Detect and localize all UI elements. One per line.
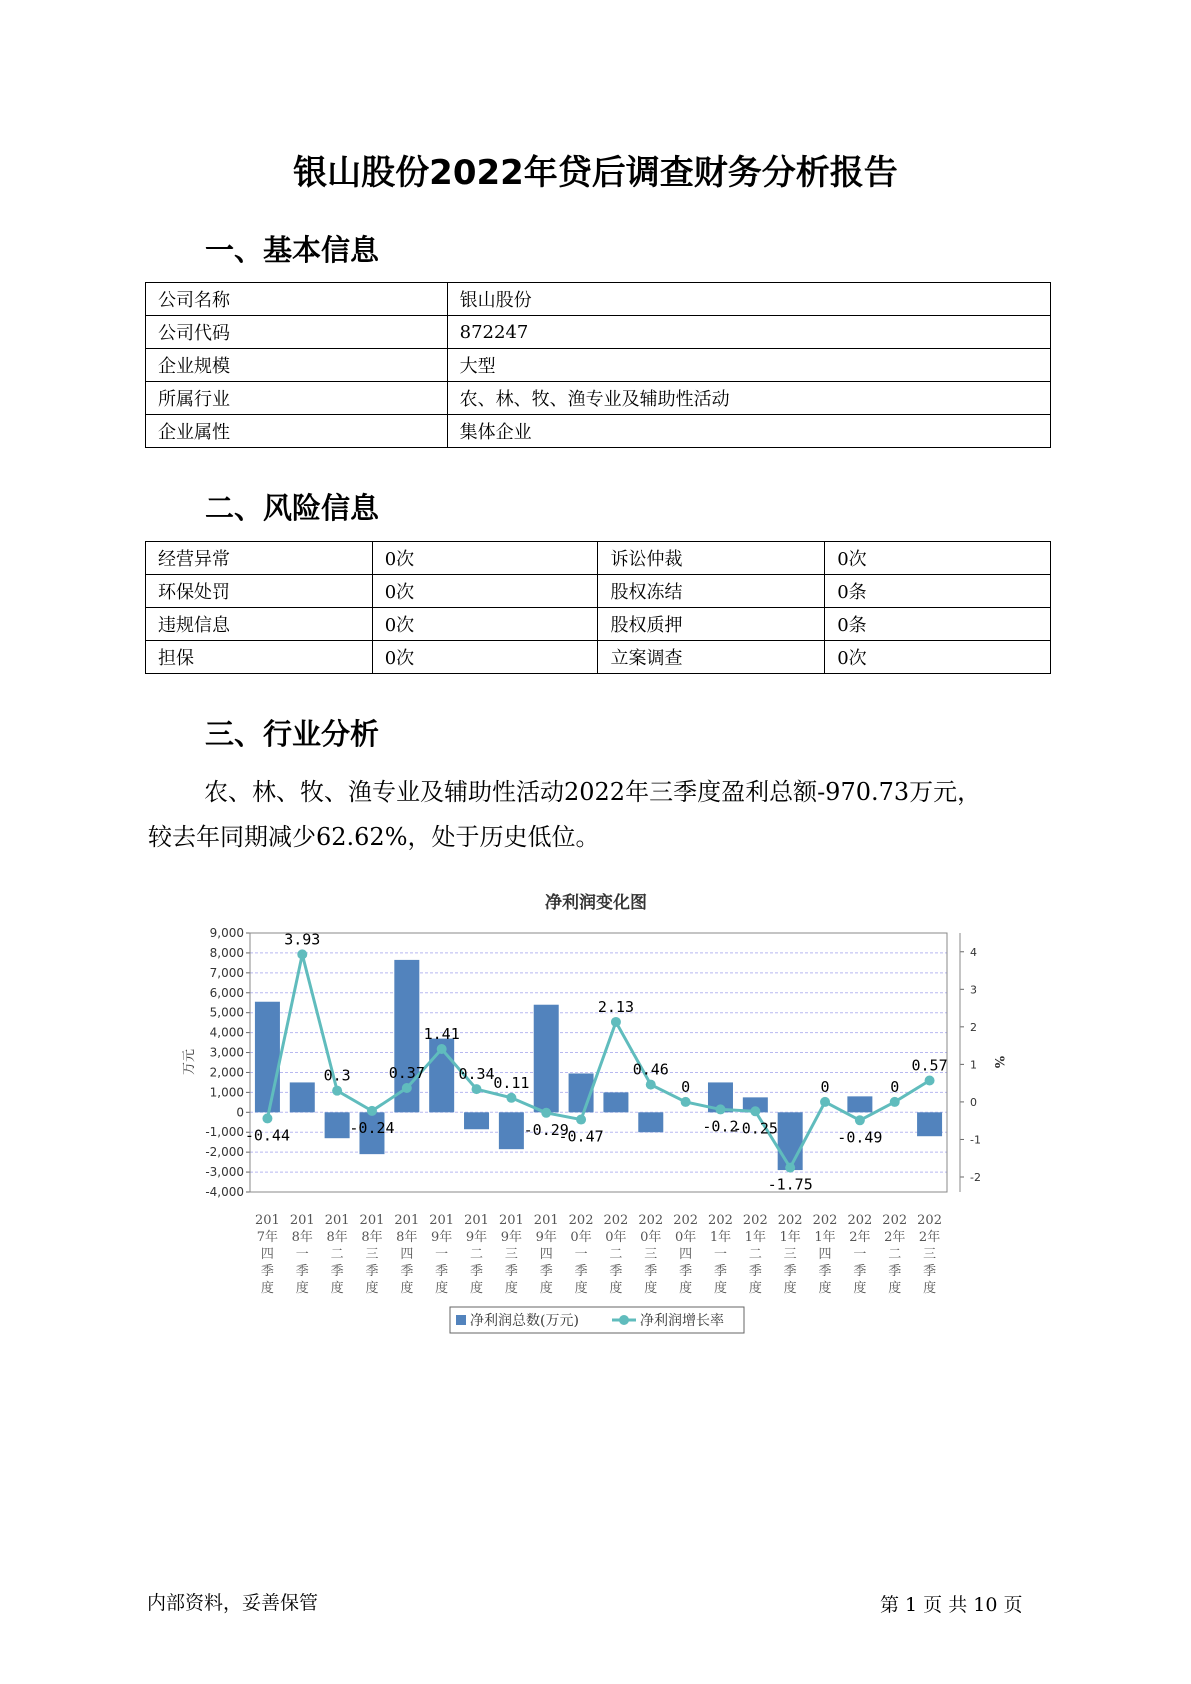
info-label: 企业规模 [146,349,448,382]
risk-label: 立案调查 [598,641,825,674]
x-tick-label: 1年 [744,1230,766,1245]
growth-rate-data-label: 0.34 [458,1065,495,1084]
x-tick-label: 四 [539,1247,553,1262]
page-title: 银山股份2022年贷后调查财务分析报告 [293,153,898,193]
x-tick-label: 三 [923,1247,937,1262]
x-tick-label: 四 [679,1247,693,1262]
growth-rate-point [437,1044,447,1054]
risk-label: 诉讼仲裁 [598,542,825,575]
footer-page-number: 第 1 页 共 10 页 [880,1594,1023,1616]
x-tick-label: 度 [853,1281,867,1296]
x-tick-label: 201 [498,1213,524,1228]
x-tick-label: 度 [260,1281,274,1296]
growth-rate-data-label: -0.25 [732,1119,778,1138]
right-tick-label: 2 [970,1020,977,1034]
x-tick-label: 202 [917,1213,942,1228]
chart-bar [917,1112,942,1136]
growth-rate-point [506,1093,516,1103]
growth-rate-point [297,949,307,959]
x-tick-label: 202 [847,1213,873,1228]
x-tick-label: 202 [638,1213,664,1228]
x-tick-label: 201 [289,1213,315,1228]
info-label: 公司代码 [146,316,448,349]
x-tick-label: 0年 [674,1230,697,1245]
plot-frame [250,933,947,1192]
x-tick-label: 季 [644,1264,658,1279]
x-tick-label: 度 [295,1281,309,1296]
x-tick-label: 一 [435,1247,449,1262]
growth-rate-point [472,1084,482,1094]
right-tick-label: 3 [970,983,977,997]
x-tick-label: 度 [504,1281,518,1296]
x-tick-label: 度 [330,1281,344,1296]
left-axis-label: 万元 [182,1048,197,1076]
right-tick-label: -2 [970,1170,981,1184]
risk-label: 担保 [146,641,373,674]
info-label: 公司名称 [146,283,448,316]
growth-rate-point [646,1080,656,1090]
x-tick-label: 二 [330,1247,344,1262]
left-tick-label: -1,000 [205,1125,244,1140]
info-value: 农、林、牧、渔专业及辅助性活动 [447,382,1050,415]
growth-rate-data-label: 0 [681,1077,691,1096]
chart-bar [534,1005,559,1113]
left-tick-label: -3,000 [205,1165,244,1180]
x-tick-label: 201 [255,1213,280,1228]
x-tick-label: 0年 [570,1230,592,1245]
x-tick-label: 季 [470,1264,484,1279]
x-tick-label: 季 [713,1264,727,1279]
risk-label: 违规信息 [146,608,373,641]
growth-rate-point [367,1106,377,1116]
x-tick-label: 季 [539,1264,553,1279]
x-tick-label: 季 [504,1264,518,1279]
chart-bar [499,1112,524,1149]
x-tick-label: 度 [888,1281,902,1296]
x-tick-label: 201 [464,1213,489,1228]
x-tick-label: 度 [644,1281,658,1296]
left-tick-label: -4,000 [205,1185,244,1199]
x-tick-label: 季 [888,1264,902,1279]
x-tick-label: 四 [818,1247,832,1262]
x-tick-label: 度 [539,1281,553,1296]
x-tick-label: 季 [748,1264,762,1279]
left-tick-label: 1,000 [209,1085,244,1100]
right-axis-label: % [991,1055,1006,1069]
chart-bar [325,1112,350,1138]
x-tick-label: 度 [713,1281,727,1296]
x-tick-label: 202 [742,1213,768,1228]
growth-rate-point [402,1083,412,1093]
risk-value: 0次 [372,641,598,674]
x-tick-label: 季 [295,1264,309,1279]
growth-rate-point [750,1106,760,1116]
growth-rate-data-label: -0.49 [837,1128,883,1147]
info-value: 大型 [447,349,1050,382]
right-tick-label: -1 [970,1133,981,1147]
growth-rate-point [262,1113,272,1123]
chart-bar [255,1002,280,1113]
chart-bar [464,1112,489,1129]
x-tick-label: 度 [365,1281,379,1296]
x-tick-label: 202 [708,1213,733,1228]
x-tick-label: 202 [568,1213,594,1228]
x-tick-label: 季 [923,1264,937,1279]
x-tick-label: 三 [504,1247,518,1262]
risk-value: 0次 [825,542,1051,575]
left-tick-label: 2,000 [209,1065,244,1080]
right-tick-label: 4 [970,945,977,959]
growth-rate-data-label: 2.13 [597,997,634,1016]
growth-rate-point [576,1115,586,1125]
left-tick-label: 3,000 [209,1045,244,1060]
risk-value: 0次 [372,542,598,575]
growth-rate-data-label: -0.29 [523,1120,569,1139]
risk-label: 环保处罚 [146,575,373,608]
growth-rate-point [332,1086,342,1096]
right-tick-label: 0 [970,1095,977,1109]
risk-value: 0次 [825,641,1051,674]
growth-rate-data-label: 0.3 [323,1066,351,1085]
x-tick-label: 三 [644,1247,658,1262]
x-tick-label: 2年 [918,1230,941,1245]
growth-rate-data-label: 0.46 [632,1060,669,1079]
info-value: 银山股份 [447,283,1050,316]
section-title-industry: 三、行业分析 [205,717,380,751]
growth-rate-point [785,1163,795,1173]
x-tick-label: 四 [400,1247,414,1262]
x-tick-label: 201 [429,1213,455,1228]
growth-rate-data-label: -0.2 [702,1117,739,1136]
chart-bar [603,1092,628,1112]
growth-rate-data-label: -0.44 [244,1126,291,1145]
growth-rate-data-label: 0 [820,1077,830,1096]
x-tick-label: 度 [574,1281,588,1296]
legend-bar-label: 净利润总数(万元) [470,1313,579,1329]
x-tick-label: 2年 [884,1230,906,1245]
growth-rate-point [541,1108,551,1118]
x-tick-label: 201 [533,1213,559,1228]
x-tick-label: 度 [609,1281,623,1296]
growth-rate-data-label: 3.93 [284,930,321,949]
x-tick-label: 季 [574,1264,588,1279]
left-tick-label: 5,000 [209,1005,244,1020]
x-tick-label: 1年 [814,1230,836,1245]
x-tick-label: 202 [603,1213,629,1228]
left-tick-label: -2,000 [205,1145,244,1160]
x-tick-label: 9年 [465,1230,488,1245]
x-tick-label: 季 [365,1264,379,1279]
x-tick-label: 2年 [849,1230,871,1245]
left-tick-label: 8,000 [209,945,244,960]
info-value: 集体企业 [447,415,1050,448]
x-tick-label: 季 [260,1264,274,1279]
x-tick-label: 季 [783,1264,797,1279]
right-tick-label: 1 [970,1058,977,1072]
chart-title: 净利润变化图 [545,893,647,913]
info-label: 所属行业 [146,382,448,415]
x-tick-label: 8年 [396,1230,418,1245]
growth-rate-point [715,1104,725,1114]
x-tick-label: 度 [818,1281,832,1296]
x-tick-label: 季 [818,1264,832,1279]
legend-line-label: 净利润增长率 [640,1313,724,1329]
left-tick-label: 9,000 [209,926,244,940]
risk-value: 0条 [825,608,1051,641]
x-tick-label: 202 [777,1213,803,1228]
x-tick-label: 8年 [361,1230,383,1245]
growth-rate-data-label: -1.75 [767,1175,813,1194]
x-tick-label: 三 [783,1247,797,1262]
risk-value: 0次 [372,575,598,608]
x-tick-label: 9年 [500,1230,523,1245]
growth-rate-point [925,1076,935,1086]
x-tick-label: 一 [574,1247,588,1262]
info-label: 企业属性 [146,415,448,448]
x-tick-label: 度 [679,1281,693,1296]
x-tick-label: 三 [365,1247,379,1262]
growth-rate-data-label: 0.11 [493,1073,530,1092]
legend-line-marker [619,1315,629,1325]
x-tick-label: 201 [324,1213,350,1228]
growth-rate-point [890,1097,900,1107]
risk-label: 股权冻结 [598,575,825,608]
info-value: 872247 [447,316,1050,349]
x-tick-label: 202 [673,1213,699,1228]
x-tick-label: 季 [400,1264,414,1279]
growth-rate-point [611,1017,621,1027]
left-tick-label: 0 [236,1105,244,1120]
x-tick-label: 一 [713,1247,727,1262]
x-tick-label: 9年 [431,1230,453,1245]
x-tick-label: 一 [295,1247,309,1262]
industry-paragraph-line1: 农、林、牧、渔专业及辅助性活动2022年三季度盈利总额-970.73万元， [204,778,982,806]
x-tick-label: 度 [923,1281,937,1296]
growth-rate-data-label: 1.41 [423,1024,460,1043]
x-tick-label: 8年 [291,1230,313,1245]
growth-rate-data-label: -0.47 [558,1127,604,1146]
growth-rate-data-label: 0.37 [388,1064,425,1083]
risk-value: 0条 [825,575,1051,608]
industry-paragraph-line2: 较去年同期减少62.62%，处于历史低位。 [148,823,600,851]
x-tick-label: 二 [470,1247,484,1262]
chart-bar [847,1096,872,1112]
growth-rate-data-label: 0.57 [911,1056,948,1075]
growth-rate-data-label: -0.24 [349,1118,395,1137]
x-tick-label: 二 [888,1247,902,1262]
growth-rate-point [855,1115,865,1125]
x-tick-label: 7年 [256,1230,279,1245]
left-tick-label: 4,000 [209,1025,244,1040]
risk-label: 经营异常 [146,542,373,575]
section-title-basic: 一、基本信息 [205,233,380,267]
x-tick-label: 9年 [535,1230,557,1245]
risk-label: 股权质押 [598,608,825,641]
x-tick-label: 度 [470,1281,484,1296]
x-tick-label: 季 [330,1264,344,1279]
x-tick-label: 季 [853,1264,867,1279]
x-tick-label: 季 [609,1264,623,1279]
x-tick-label: 季 [435,1264,449,1279]
footer-confidential-note: 内部资料，妥善保管 [147,1592,319,1614]
x-tick-label: 8年 [326,1230,348,1245]
chart-bar [290,1082,315,1112]
x-tick-label: 202 [812,1213,838,1228]
left-tick-label: 6,000 [209,985,244,1000]
x-tick-label: 1年 [709,1230,732,1245]
x-tick-label: 0年 [605,1230,627,1245]
chart-bar [778,1112,803,1170]
chart-bar [638,1112,663,1132]
x-tick-label: 0年 [640,1230,662,1245]
risk-value: 0次 [372,608,598,641]
x-tick-label: 度 [435,1281,449,1296]
x-tick-label: 201 [359,1213,385,1228]
x-tick-label: 度 [748,1281,762,1296]
section-title-risk: 二、风险信息 [205,491,380,525]
x-tick-label: 度 [783,1281,797,1296]
x-tick-label: 四 [260,1247,274,1262]
growth-rate-point [681,1097,691,1107]
growth-rate-data-label: 0 [890,1077,900,1096]
x-tick-label: 二 [609,1247,623,1262]
legend-bar-swatch [456,1315,466,1325]
x-tick-label: 1年 [779,1230,801,1245]
x-tick-label: 一 [853,1247,867,1262]
x-tick-label: 度 [400,1281,414,1296]
left-tick-label: 7,000 [209,965,244,980]
x-tick-label: 季 [679,1264,693,1279]
x-tick-label: 二 [748,1247,762,1262]
x-tick-label: 201 [394,1213,420,1228]
growth-rate-point [820,1097,830,1107]
x-tick-label: 202 [882,1213,908,1228]
